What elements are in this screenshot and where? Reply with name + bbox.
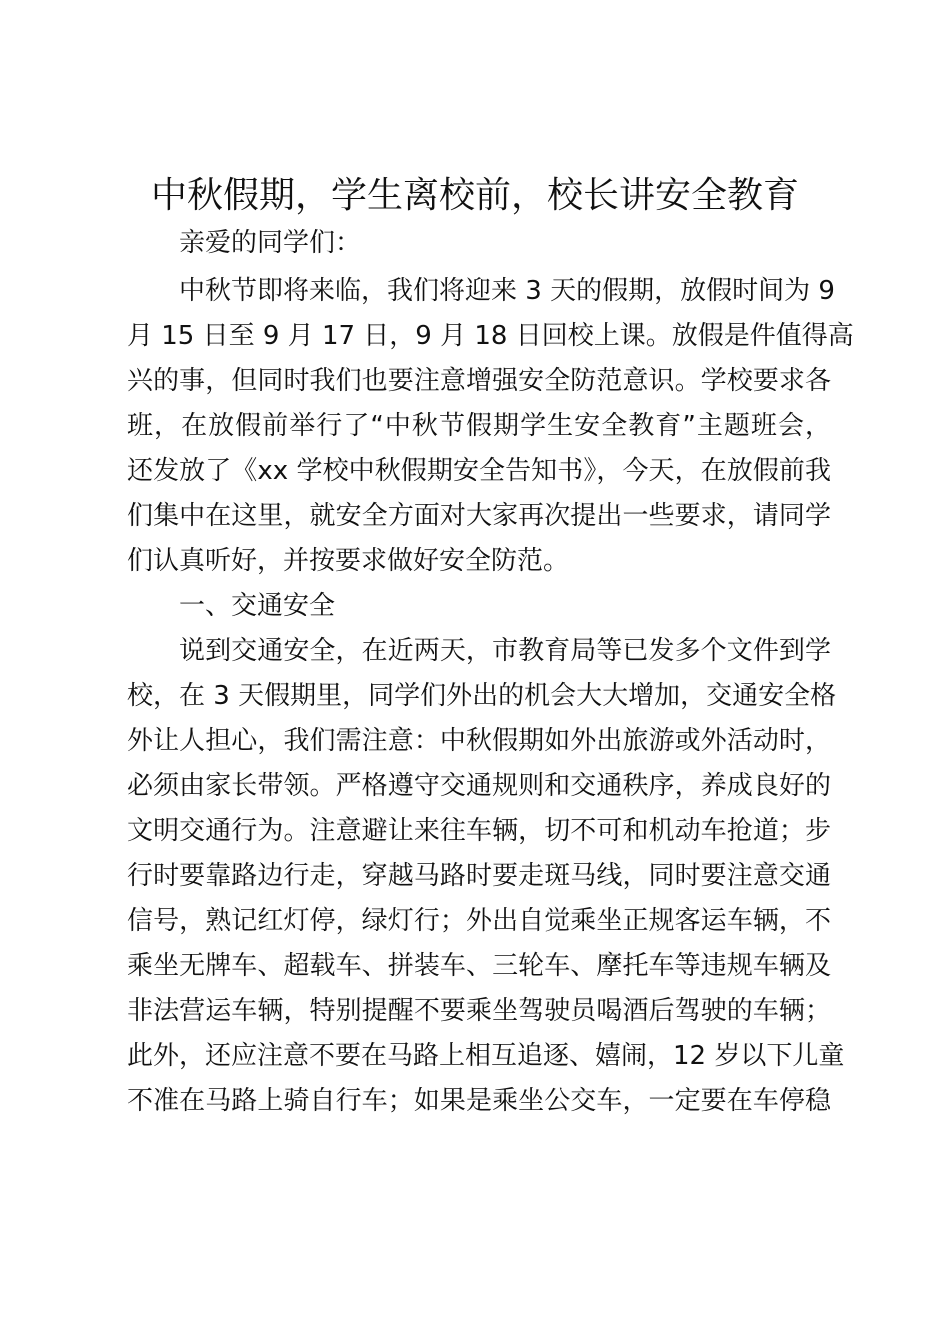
paragraph-line: 还发放了《xx 学校中秋假期安全告知书》，今天，在放假前我 (127, 456, 831, 486)
paragraph-line: 月 15 日至 9 月 17 日，9 月 18 日回校上课。放假是件值得高 (127, 321, 854, 351)
paragraph-line: 信号，熟记红灯停，绿灯行；外出自觉乘坐正规客运车辆，不 (127, 906, 831, 936)
paragraph-line: 行时要靠路边行走，穿越马路时要走斑马线，同时要注意交通 (127, 861, 831, 891)
paragraph-line: 中秋节即将来临，我们将迎来 3 天的假期，放假时间为 9 (179, 276, 835, 306)
paragraph-line: 校，在 3 天假期里，同学们外出的机会大大增加，交通安全格 (127, 681, 837, 711)
document-title: 中秋假期，学生离校前，校长讲安全教育 (150, 175, 799, 216)
paragraph-line: 乘坐无牌车、超载车、拼装车、三轮车、摩托车等违规车辆及 (127, 951, 831, 981)
paragraph-line: 此外，还应注意不要在马路上相互追逐、嬉闹，12 岁以下儿童 (127, 1041, 845, 1071)
paragraph-line: 文明交通行为。注意避让来往车辆，切不可和机动车抢道；步 (127, 816, 831, 846)
section-heading: 一、交通安全 (179, 591, 336, 621)
paragraph-line: 说到交通安全，在近两天，市教育局等已发多个文件到学 (179, 636, 831, 666)
paragraph-line: 班，在放假前举行了“中秋节假期学生安全教育”主题班会， (127, 411, 831, 441)
paragraph-line: 们集中在这里，就安全方面对大家再次提出一些要求，请同学 (127, 501, 831, 531)
paragraph-line: 外让人担心，我们需注意：中秋假期如外出旅游或外活动时， (127, 726, 831, 756)
salutation: 亲爱的同学们： (179, 228, 362, 258)
paragraph-line: 必须由家长带领。严格遵守交通规则和交通秩序，养成良好的 (127, 771, 831, 801)
paragraph-line: 非法营运车辆，特别提醒不要乘坐驾驶员喝酒后驾驶的车辆； (127, 996, 831, 1026)
paragraph-line: 兴的事，但同时我们也要注意增强安全防范意识。学校要求各 (127, 366, 831, 396)
paragraph-line: 们认真听好，并按要求做好安全防范。 (127, 546, 570, 576)
paragraph-line: 不准在马路上骑自行车；如果是乘坐公交车，一定要在车停稳 (127, 1086, 831, 1116)
